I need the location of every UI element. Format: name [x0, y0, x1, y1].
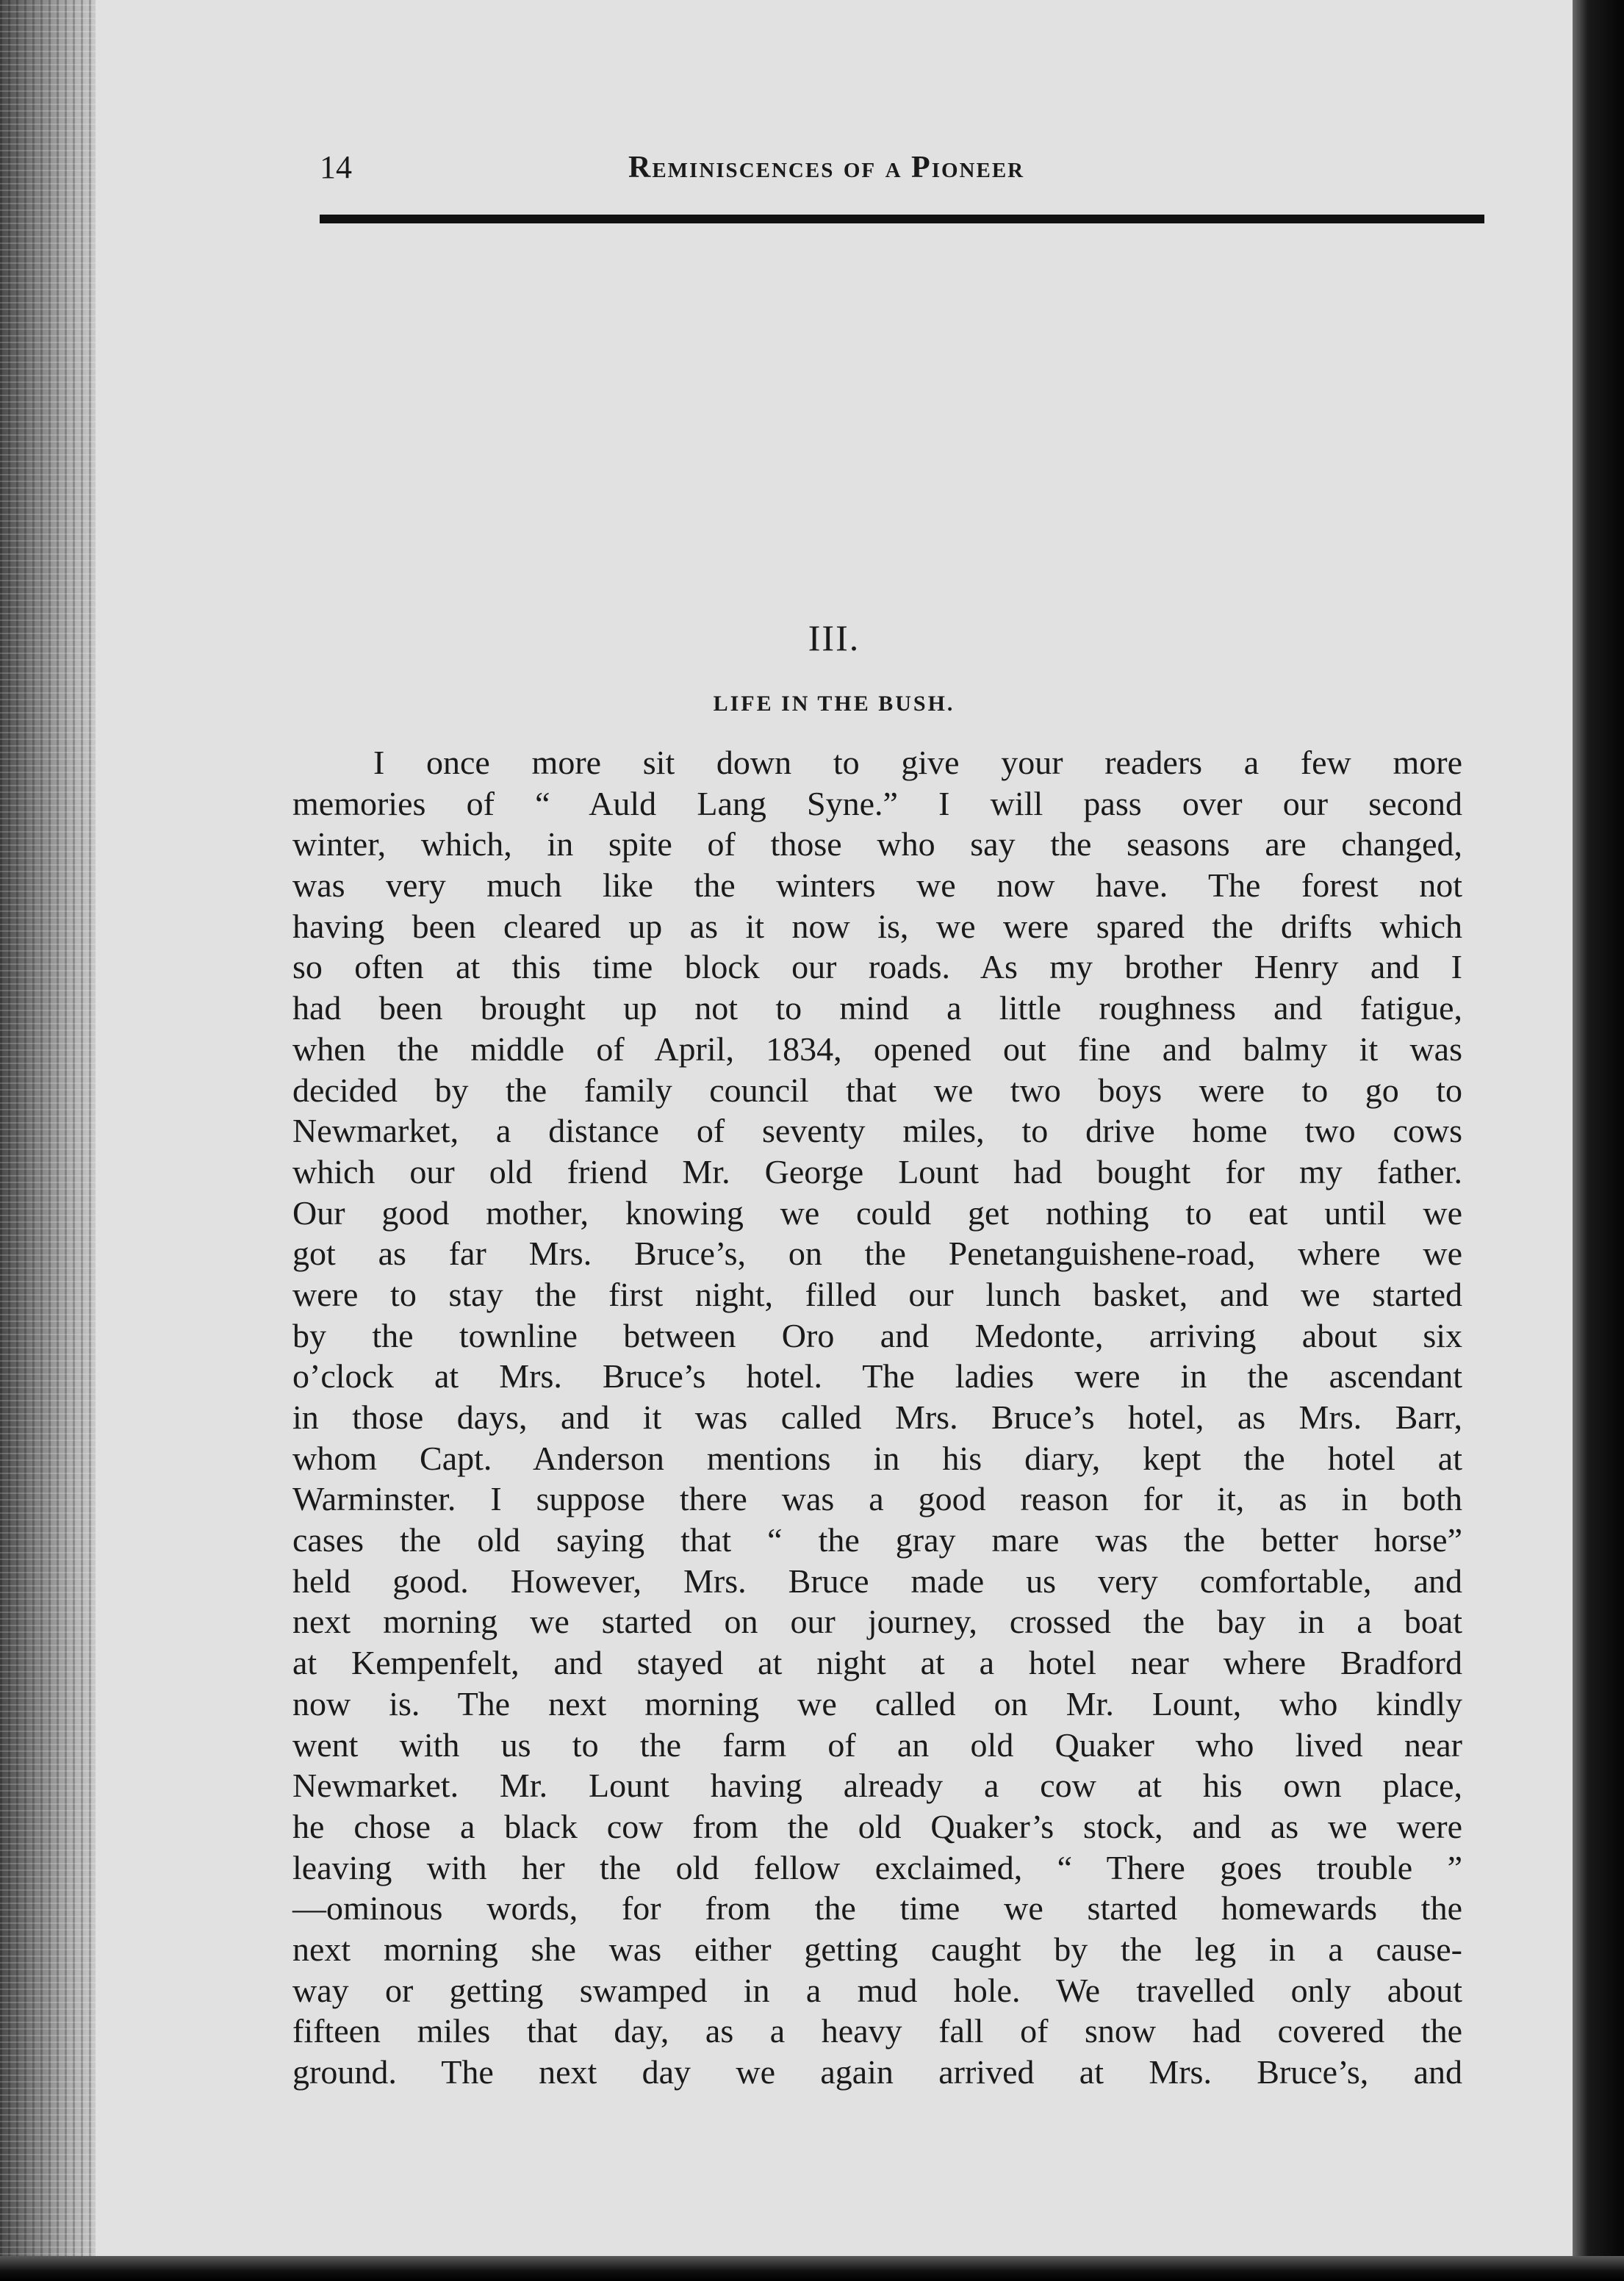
text-line: got as far Mrs. Bruce’s, on the Penetanguishene-road, where we [292, 1235, 1462, 1273]
text-line: having been cleared up as it now is, we were spared the drifts which [292, 907, 1462, 945]
text-line: went with us to the farm of an old Quaker who lived near [292, 1725, 1462, 1764]
text-line: held good. However, Mrs. Bruce made us very comfortable, and [292, 1562, 1462, 1600]
text-line: Warminster. I suppose there was a good reason for it, as in both [292, 1480, 1462, 1518]
text-line: decided by the family council that we two boys were to go to [292, 1071, 1462, 1109]
text-line: cases the old saying that “ the gray mare was the better horse” [292, 1521, 1462, 1559]
text-line: o’clock at Mrs. Bruce’s hotel. The ladies were in the ascendant [292, 1357, 1462, 1395]
text-line: Our good mother, knowing we could get nothing to eat until we [292, 1193, 1462, 1232]
text-line: —ominous words, for from the time we started homewards the [292, 1889, 1462, 1928]
page-number: 14 [320, 149, 352, 185]
text-line: were to stay the first night, filled our lunch basket, and we started [292, 1275, 1462, 1313]
text-line: when the middle of April, 1834, opened out fine and balmy it was [292, 1030, 1462, 1068]
text-line: was very much like the winters we now have. The forest not [292, 866, 1462, 905]
text-line: memories of “ Auld Lang Syne.” I will pass over our second [292, 784, 1462, 822]
text-line: next morning she was either getting caught by the leg in a cause- [292, 1930, 1462, 1968]
text-line: at Kempenfelt, and stayed at night at a hotel near where Bradford [292, 1644, 1462, 1682]
text-line: now is. The next morning we called on Mr. Lount, who kindly [292, 1684, 1462, 1723]
text-line: Newmarket, a distance of seventy miles, to drive home two cows [292, 1112, 1462, 1150]
text-line: leaving with her the old fellow exclaimed, “ There goes trouble ” [292, 1848, 1462, 1886]
scan-edge-bottom [0, 2256, 1624, 2281]
text-line: so often at this time block our roads. As my brother Henry and I [292, 948, 1462, 986]
text-line: next morning we started on our journey, crossed the bay in a boat [292, 1603, 1462, 1641]
running-title: Reminiscences of a Pioneer [628, 151, 1025, 184]
text-line: which our old friend Mr. George Lount had bought for my father. [292, 1152, 1462, 1190]
text-line: fifteen miles that day, as a heavy fall of snow had covered the [292, 2012, 1462, 2050]
text-line: winter, which, in spite of those who say the seasons are changed, [292, 825, 1462, 863]
gutter-texture [0, 0, 96, 2281]
body-paragraph [292, 742, 1462, 2093]
header-rule [320, 215, 1484, 223]
text-line: Newmarket. Mr. Lount having already a cow at his own place, [292, 1767, 1462, 1805]
chapter-title: LIFE IN THE BUSH. [713, 692, 955, 716]
page-edge-right [1573, 0, 1624, 2281]
book-page [96, 0, 1573, 2256]
running-head [320, 146, 1580, 190]
text-line: he chose a black cow from the old Quaker’s stock, and as we were [292, 1807, 1462, 1845]
text-line: in those days, and it was called Mrs. Bruce’s hotel, as Mrs. Barr, [292, 1398, 1462, 1436]
text-line: by the townline between Oro and Medonte, arriving about six [292, 1316, 1462, 1354]
text-line: ground. The next day we again arrived at Mrs. Bruce’s, and [292, 2053, 1462, 2091]
text-line: I once more sit down to give your readers a few more [373, 744, 1462, 781]
text-line: had been brought up not to mind a little roughness and fatigue, [292, 989, 1462, 1027]
chapter-number: III. [808, 617, 860, 658]
text-line: whom Capt. Anderson mentions in his diary, kept the hotel at [292, 1439, 1462, 1477]
text-line: way or getting swamped in a mud hole. We travelled only about [292, 1971, 1462, 2009]
